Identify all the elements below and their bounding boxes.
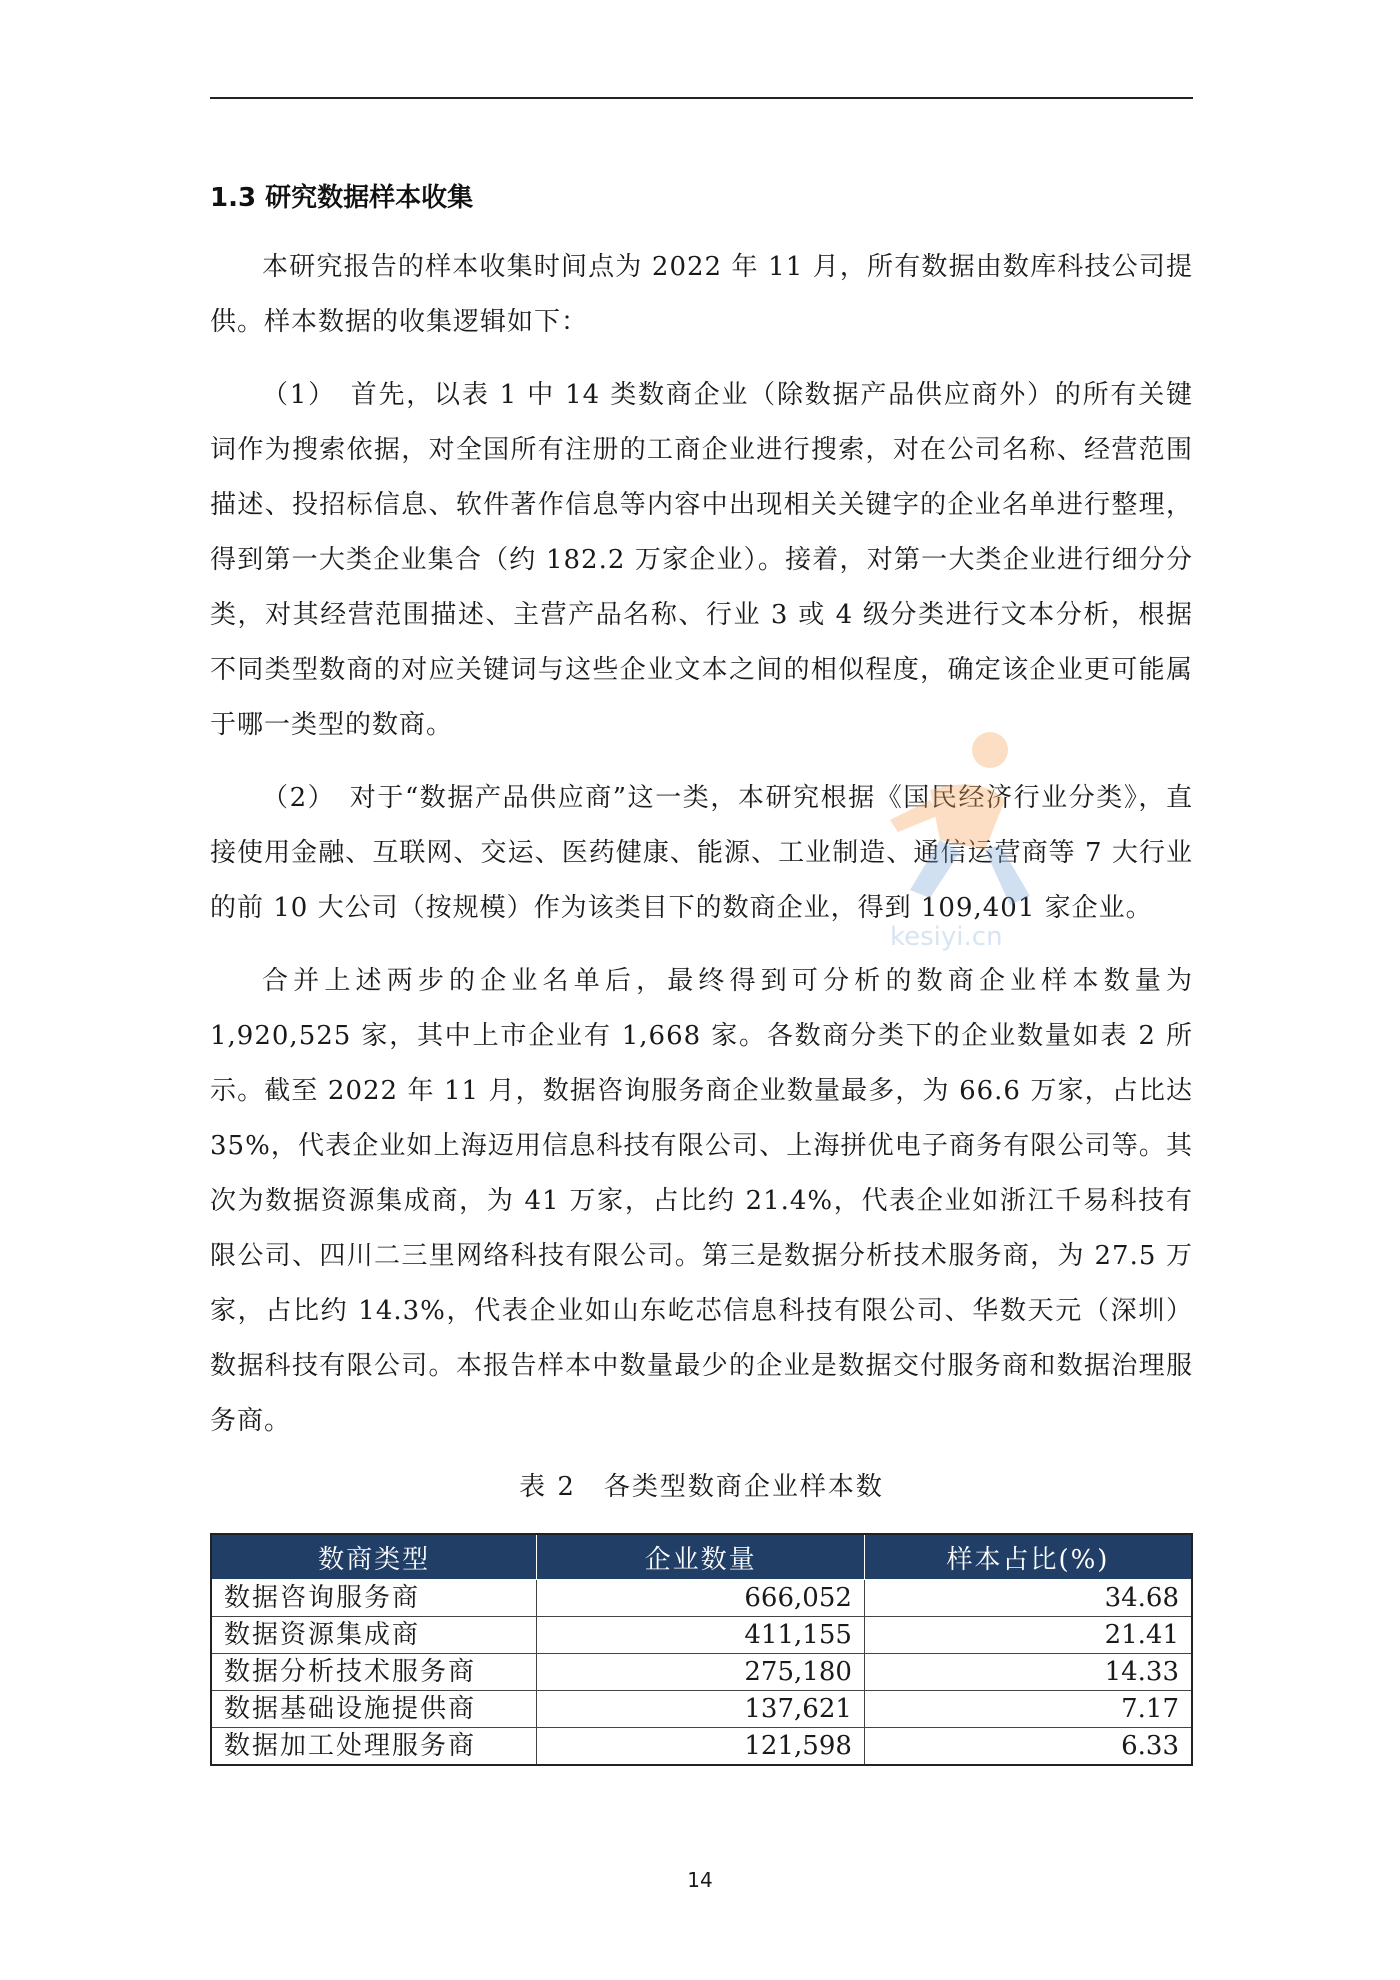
cell-count: 121,598 xyxy=(537,1728,865,1766)
header-share: 样本占比(%) xyxy=(864,1534,1192,1580)
table-row xyxy=(211,1617,1192,1654)
table-header-row xyxy=(211,1534,1192,1580)
cell-type: 数据基础设施提供商 xyxy=(211,1691,537,1728)
cell-type: 数据加工处理服务商 xyxy=(211,1728,537,1766)
header-type: 数商类型 xyxy=(211,1534,537,1580)
cell-count: 275,180 xyxy=(537,1654,865,1691)
watermark-text: kesiyi.cn xyxy=(890,922,1003,952)
paragraph-step-2: （2） 对于“数据产品供应商”这一类，本研究根据《国民经济行业分类》，直接使用金融、互联网、交运、医药健康、能源、工业制造、通信运营商等 7 大行业的前 10 大公司（按规模）作为该类目下的数商企业，得到 109,401 家企业。 xyxy=(210,783,1193,923)
cell-share: 14.33 xyxy=(864,1654,1192,1691)
cell-share: 21.41 xyxy=(864,1617,1192,1654)
paragraph-step-1: （1） 首先，以表 1 中 14 类数商企业（除数据产品供应商外）的所有关键词作为搜索依据，对全国所有注册的工商企业进行搜索，对在公司名称、经营范围描述、投招标信息、软件著作信息等内容中出现相关关键字的企业名单进行整理，得到第一大类企业集合（约 182.2 万家企业）。接着，对第一大类企业进行细分分类，对其经营范围描述、主营产品名称、行业 3 或 4 级分类进行文本分析，根据不同类型数商的对应关键词与这些企业文本之间的相似程度，确定该企业更可能属于哪一类型的数商。 xyxy=(210,380,1193,740)
sample-table xyxy=(210,1533,1193,1766)
paragraph-intro: 本研究报告的样本收集时间点为 2022 年 11 月，所有数据由数库科技公司提供。样本数据的收集逻辑如下： xyxy=(210,252,1193,337)
cell-type: 数据分析技术服务商 xyxy=(211,1654,537,1691)
page-content xyxy=(210,178,1193,1766)
section-title: 1.3 研究数据样本收集 xyxy=(210,183,474,213)
header-count: 企业数量 xyxy=(537,1534,865,1580)
table-caption: 表 2 各类型数商企业样本数 xyxy=(519,1472,884,1502)
table-row xyxy=(211,1691,1192,1728)
table-row xyxy=(211,1728,1192,1766)
paragraph-summary: 合并上述两步的企业名单后，最终得到可分析的数商企业样本数量为 1,920,525 家，其中上市企业有 1,668 家。各数商分类下的企业数量如表 2 所示。截至 2022 年 11 月，数据咨询服务商企业数量最多，为 66.6 万家，占比达 35%，代表企业如上海迈用信息科技有限公司、上海拼优电子商务有限公司等。其次为数据资源集成商，为 41 万家，占比约 21.4%，代表企业如浙江千易科技有限公司、四川二三里网络科技有限公司。第三是数据分析技术服务商，为 27.5 万家，占比约 14.3%，代表企业如山东屹芯信息科技有限公司、华数天元（深圳）数据科技有限公司。本报告样本中数量最少的企业是数据交付服务商和数据治理服务商。 xyxy=(210,966,1193,1436)
cell-count: 411,155 xyxy=(537,1617,865,1654)
header-rule xyxy=(210,97,1193,99)
page-number: 14 xyxy=(687,1868,713,1892)
cell-share: 7.17 xyxy=(864,1691,1192,1728)
table-row xyxy=(211,1654,1192,1691)
cell-share: 34.68 xyxy=(864,1580,1192,1617)
table-row xyxy=(211,1580,1192,1617)
cell-type: 数据资源集成商 xyxy=(211,1617,537,1654)
cell-count: 137,621 xyxy=(537,1691,865,1728)
cell-type: 数据咨询服务商 xyxy=(211,1580,537,1617)
cell-share: 6.33 xyxy=(864,1728,1192,1766)
cell-count: 666,052 xyxy=(537,1580,865,1617)
